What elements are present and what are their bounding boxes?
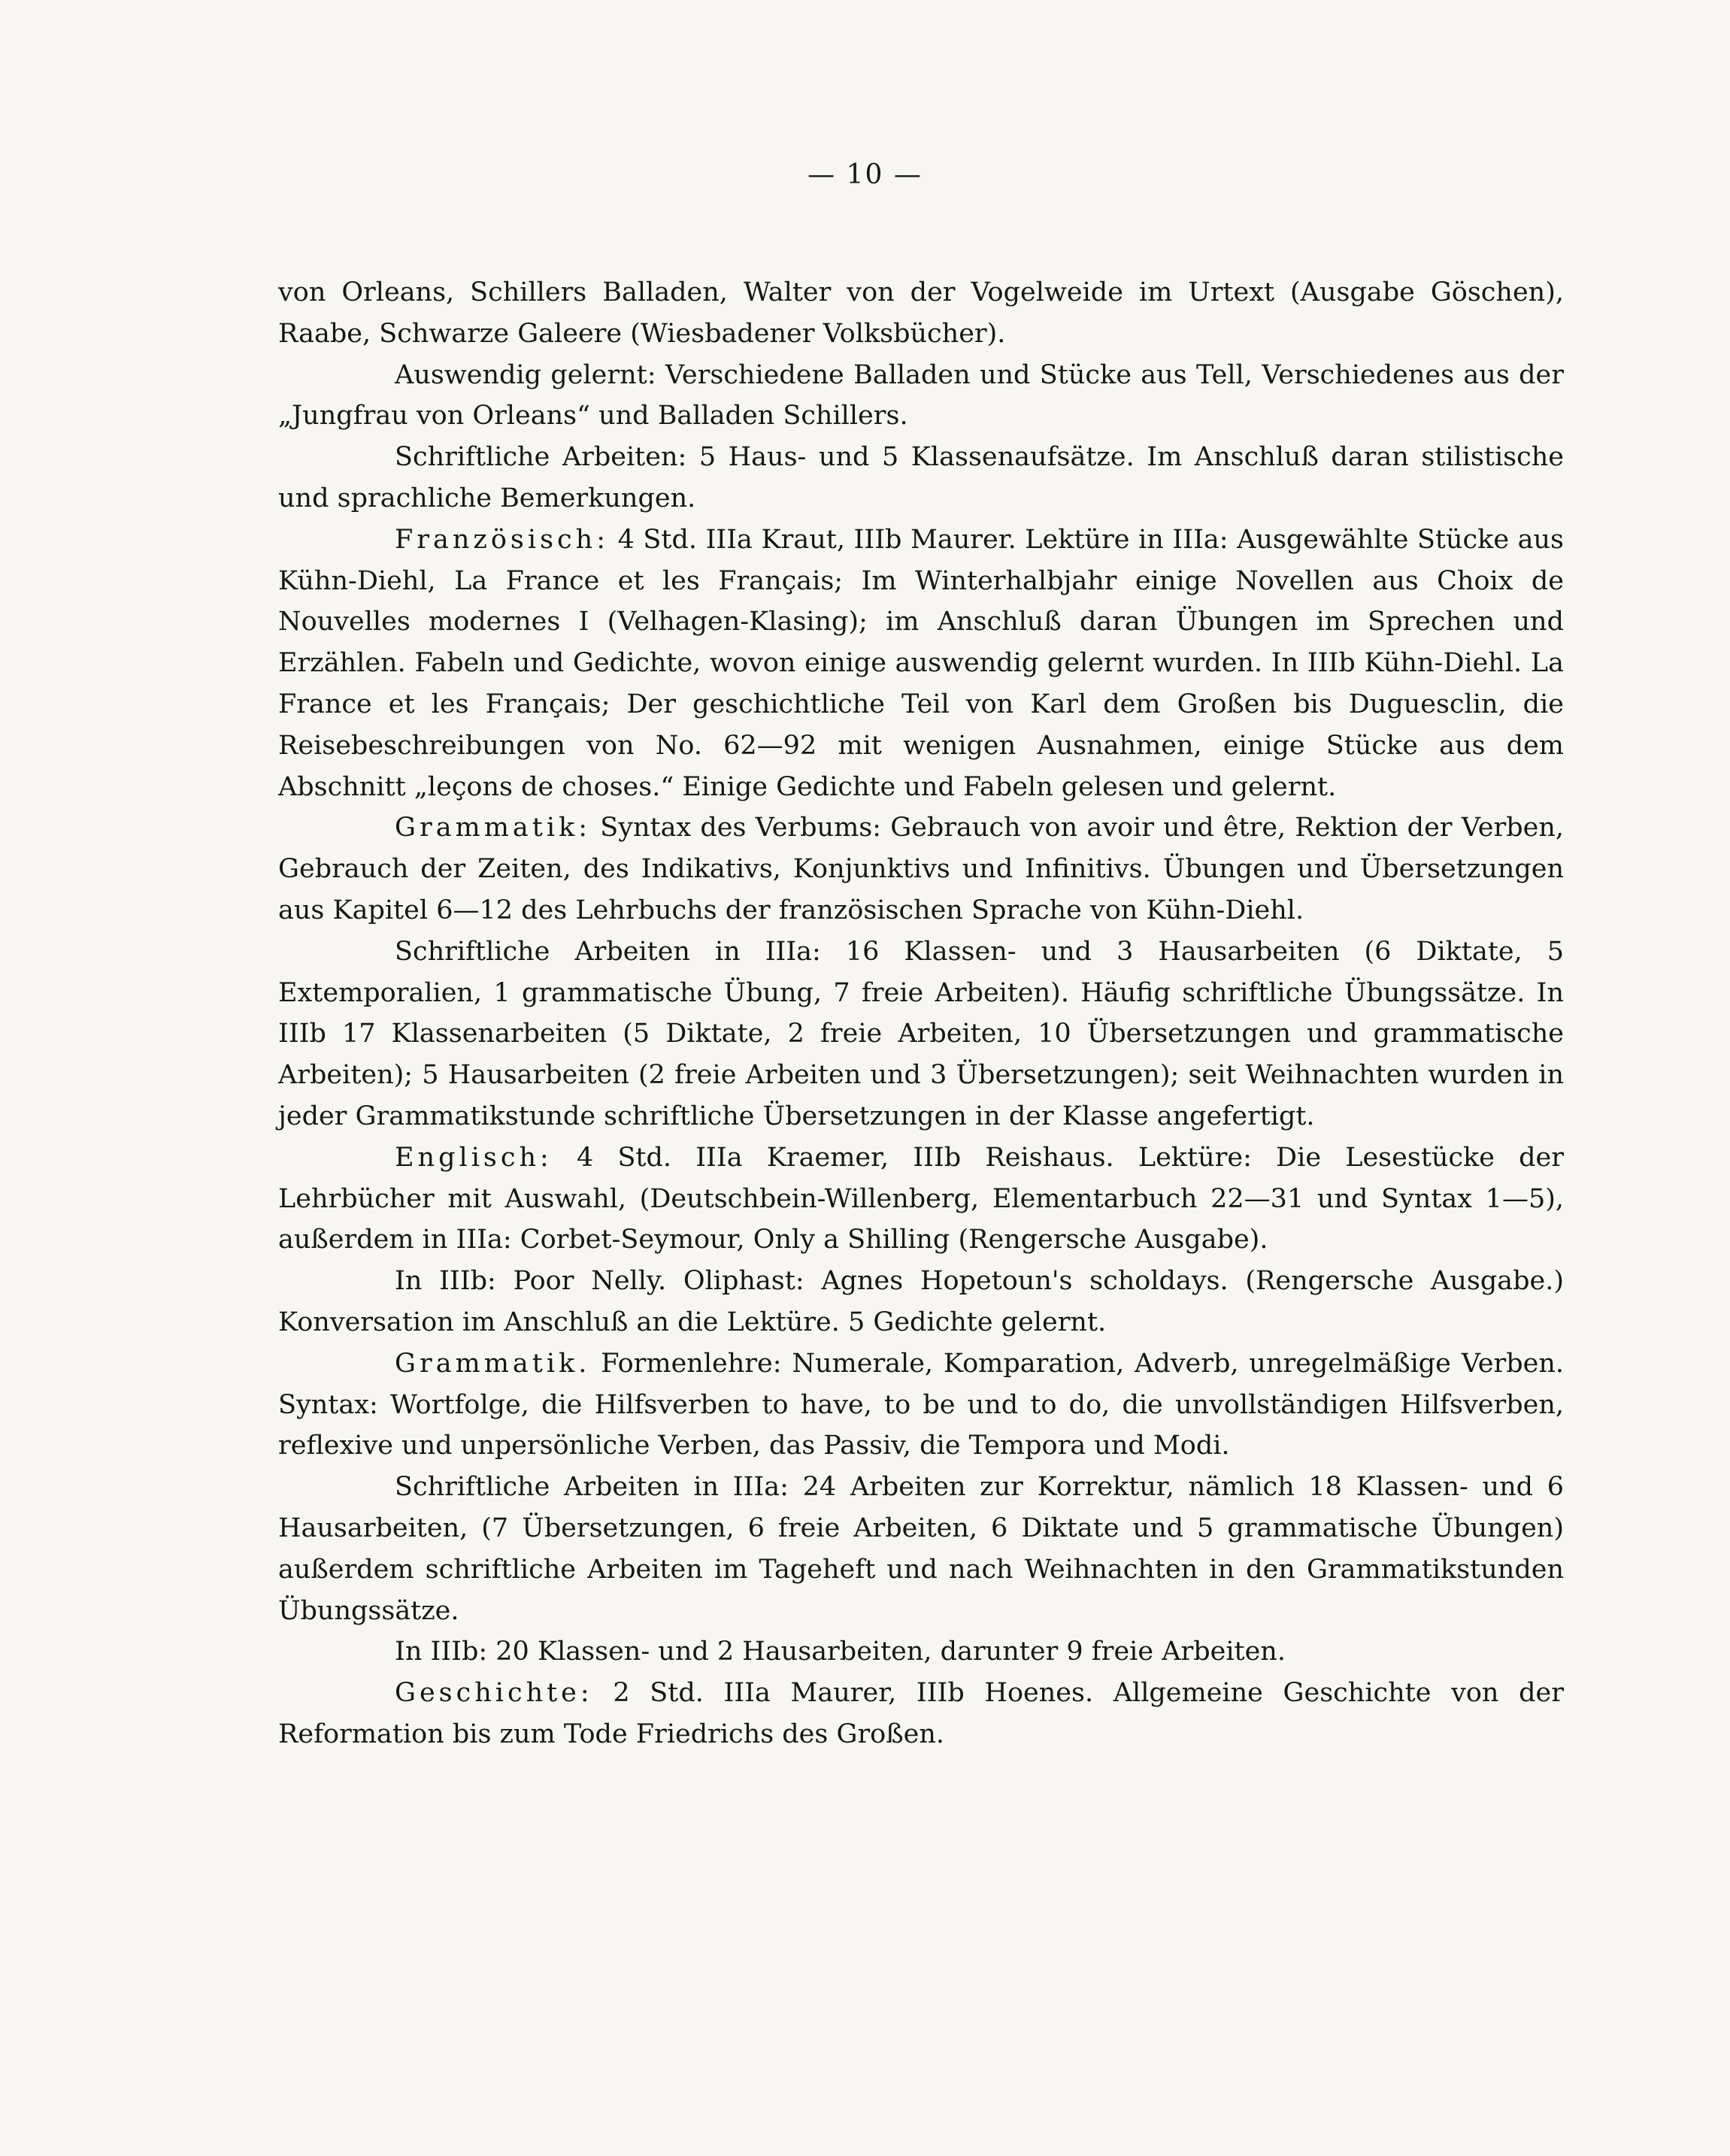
paragraph [278, 1261, 1564, 1343]
body-text [278, 272, 1564, 1755]
paragraph-text: 4 Std. IIIa Kraemer, IIIb Reishaus. Lektüre: Die Lesestücke der Lehrbücher mit Auswahl, (Deutschbein-Willenberg, Elementarbuch 22—31 und Syntax 1—5), außerdem in IIIa: Corbet-Seymour, Only a Shilling (Rengersche Ausgabe). [278, 1142, 1564, 1255]
section-heading: Geschichte: [395, 1678, 593, 1709]
paragraph-text: 2 Std. IIIa Maurer, IIIb Hoenes. Allgemeine Geschichte von der Reformation bis zum Tode Friedrichs des Großen. [278, 1678, 1564, 1749]
paragraph-franzoesisch [278, 519, 1564, 808]
paragraph [278, 272, 1564, 355]
paragraph-text: 4 Std. IIIa Kraut, IIIb Maurer. Lektüre in IIIa: Ausgewählte Stücke aus Kühn-Diehl, La France et les Français; Im Winterhalbjahr einige Novellen aus Choix de Nouvelles modernes I (Velhagen-Klasing); im Anschluß daran Übungen im Sprechen und Erzählen. Fabeln und Gedichte, wovon einige auswendig gelernt wurden. In IIIb Kühn-Diehl. La France et les Français; Der geschichtliche Teil von Karl dem Großen bis Duguesclin, die Reisebeschreibungen von No. 62—92 mit wenigen Ausnahmen, einige Stücke aus dem Abschnitt „leçons de choses.“ Einige Gedichte und Fabeln gelesen und gelernt. [278, 524, 1564, 802]
paragraph-text: Schriftliche Arbeiten: 5 Haus- und 5 Klassenaufsätze. Im Anschluß daran stilistische und sprachliche Bemerkungen. [278, 442, 1564, 513]
paragraph [278, 355, 1564, 438]
section-heading: Französisch: [395, 524, 609, 555]
paragraph-text: In IIIb: 20 Klassen- und 2 Hausarbeiten, darunter 9 freie Arbeiten. [395, 1637, 1286, 1667]
paragraph-text: Schriftliche Arbeiten in IIIa: 24 Arbeiten zur Korrektur, nämlich 18 Klassen- und 6 Hausarbeiten, (7 Übersetzungen, 6 freie Arbeiten, 6 Diktate und 5 grammatische Übungen) außerdem schriftliche Arbeiten im Tageheft und nach Weihnachten in den Grammatikstunden Übungssätze. [278, 1472, 1564, 1626]
paragraph [278, 1631, 1564, 1673]
paragraph-text: Formenlehre: Numerale, Komparation, Adverb, unregelmäßige Verben. Syntax: Wortfolge, die Hilfsverben to have, to be und to do, die unvollständigen Hilfsverben, reflexive und unpersönliche Verben, das Passiv, die Tempora und Modi. [278, 1348, 1564, 1461]
section-heading: Englisch: [395, 1142, 553, 1173]
paragraph [278, 437, 1564, 519]
paragraph-grammatik-en [278, 1343, 1564, 1467]
paragraph [278, 1467, 1564, 1631]
paragraph [278, 931, 1564, 1137]
paragraph-geschichte [278, 1673, 1564, 1755]
paragraph-englisch [278, 1137, 1564, 1261]
paragraph-text: Auswendig gelernt: Verschiedene Balladen und Stücke aus Tell, Verschiedenes aus der „Jungfrau von Orleans“ und Balladen Schillers. [278, 359, 1564, 432]
paragraph-text: Schriftliche Arbeiten in IIIa: 16 Klassen- und 3 Hausarbeiten (6 Diktate, 5 Extemporalien, 1 grammatische Übung, 7 freie Arbeiten). Häufig schriftliche Übungssätze. In IIIb 17 Klassenarbeiten (5 Diktate, 2 freie Arbeiten, 10 Übersetzungen und grammatische Arbeiten); 5 Hausarbeiten (2 freie Arbeiten und 3 Übersetzungen); seit Weihnachten wurden in jeder Grammatikstunde schriftliche Übersetzungen in der Klasse angefertigt. [278, 936, 1564, 1131]
paragraph-text: Syntax des Verbums: Gebrauch von avoir und être, Rektion der Verben, Gebrauch der Zeiten, des Indikativs, Konjunktivs und Infinitivs. Übungen und Übersetzungen aus Kapitel 6—12 des Lehrbuchs der französischen Sprache von Kühn-Diehl. [278, 813, 1564, 925]
paragraph-text: von Orleans, Schillers Balladen, Walter von der Vogelweide im Urtext (Ausgabe Göschen), Raabe, Schwarze Galeere (Wiesbadener Volksbücher). [278, 277, 1564, 349]
paragraph-grammatik-fr [278, 807, 1564, 931]
paragraph-text: In IIIb: Poor Nelly. Oliphast: Agnes Hopetoun's scholdays. (Rengersche Ausgabe.) Konversation im Anschluß an die Lektüre. 5 Gedichte gelernt. [278, 1266, 1564, 1337]
page-number: — 10 — [807, 159, 923, 190]
section-heading: Grammatik: [395, 813, 592, 843]
section-heading: Grammatik. [395, 1348, 591, 1379]
